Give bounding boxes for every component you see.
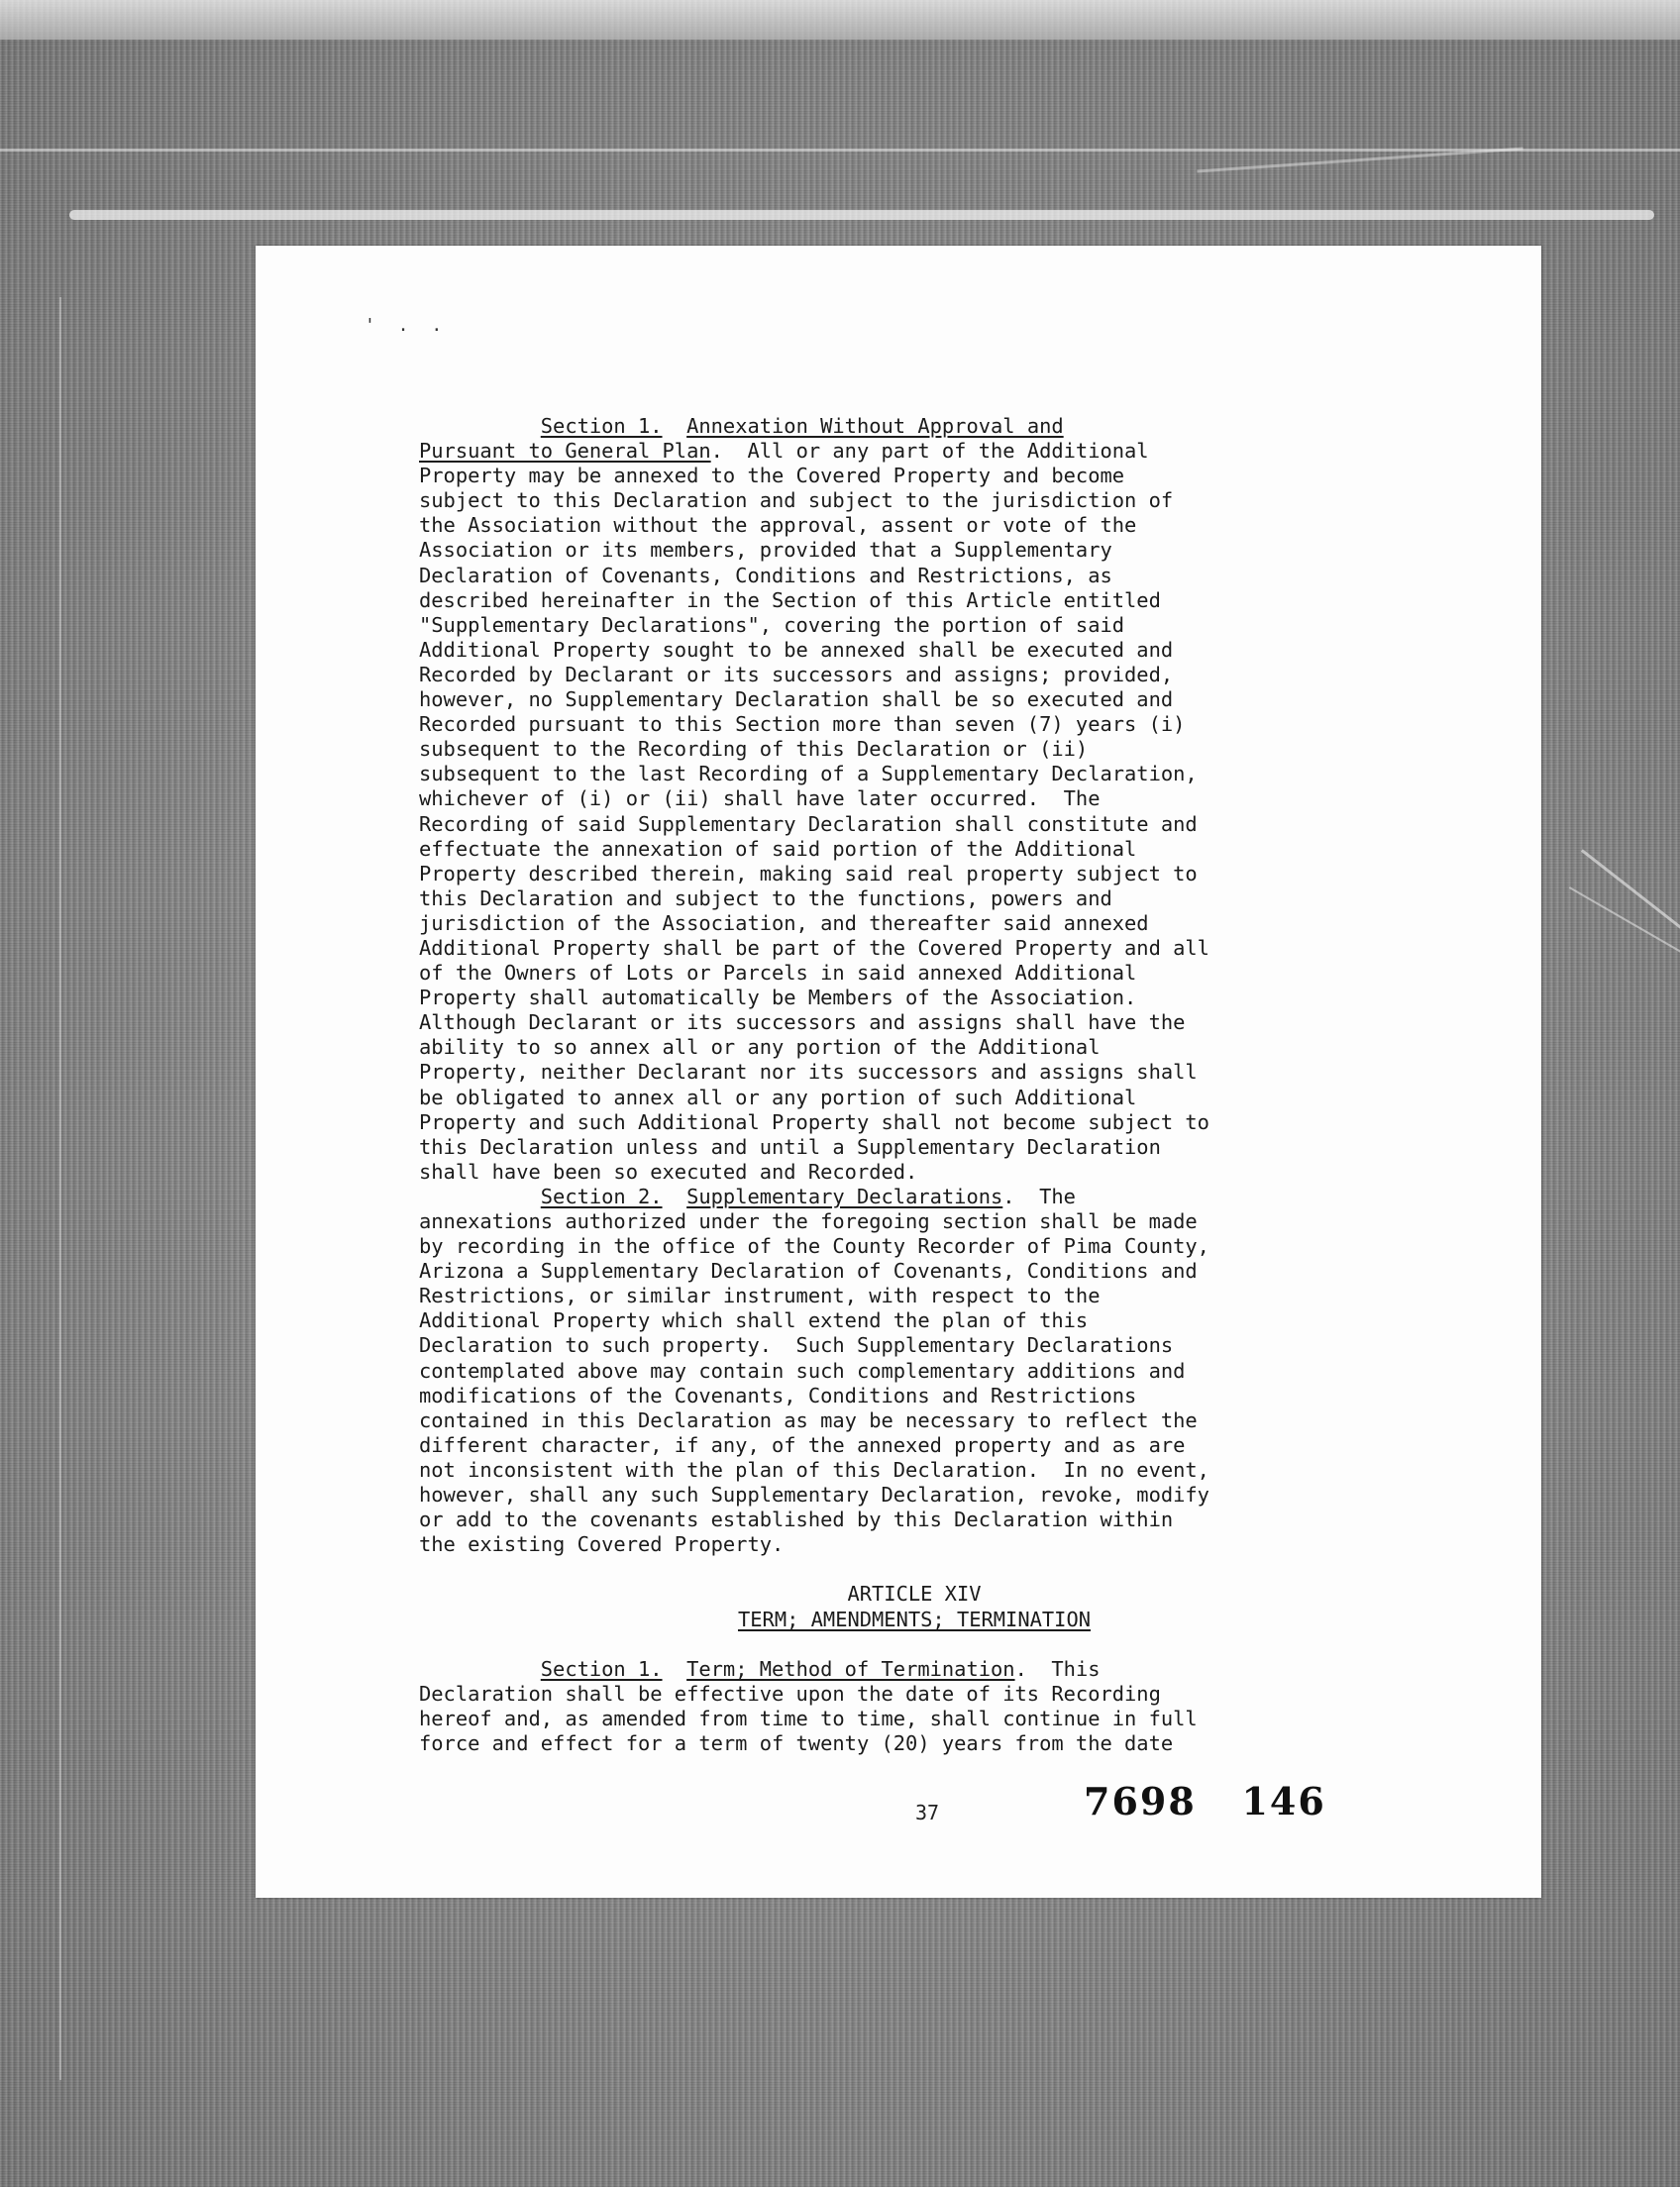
line-text: annexations authorized under the foregoing section shall be made [419,1209,1198,1233]
text-line [419,862,1459,886]
underlined-heading-text: Annexation Without Approval and [686,414,1064,438]
underlined-heading-text: Pursuant to General Plan [419,439,711,464]
text-line [419,986,1459,1010]
line-text: Property, neither Declarant nor its successors and assigns shall [419,1060,1198,1085]
line-text: whichever of (i) or (ii) shall have later occurred. The [419,786,1101,811]
text-line [419,961,1459,986]
text-line [419,1458,1459,1483]
line-text: jurisdiction of the Association, and thereafter said annexed [419,910,1149,935]
line-text: subsequent to the last Recording of a Supplementary Declaration, [419,762,1198,786]
line-text: Property shall automatically be Members of the Association. [419,986,1137,1010]
line-text: subject to this Declaration and subject to the jurisdiction of [419,488,1174,513]
scan-streak [69,210,1654,220]
line-text: "Supplementary Declarations", covering the portion of said [419,612,1125,637]
line-indent [419,414,541,438]
line-text: . The [1002,1184,1076,1208]
text-line [419,911,1459,936]
line-text: this Declaration unless and until a Supplementary Declaration [419,1134,1161,1159]
document-page [256,246,1541,1898]
line-indent [419,1657,541,1681]
document-body [419,414,1459,1756]
underlined-heading-text: Supplementary Declarations [686,1184,1003,1208]
text-line [419,1086,1459,1110]
line-text: shall have been so executed and Recorded. [419,1159,918,1184]
underlined-heading-text: TERM; AMENDMENTS; TERMINATION [737,1607,1091,1631]
page-number: 37 [915,1801,940,1824]
text-line [419,1284,1459,1308]
text-line [419,886,1459,911]
text-line [419,1508,1459,1532]
line-text: of the Owners of Lots or Parcels in said annexed Additional [419,961,1137,986]
line-text: Additional Property sought to be annexed shall be executed and [419,637,1174,662]
text-line [419,1384,1459,1408]
text-line [419,613,1459,638]
line-text: Property and such Additional Property shall not become subject to [419,1109,1209,1134]
text-line [419,1333,1459,1358]
text-line [419,687,1459,712]
text-line [419,588,1459,613]
line-text: Additional Property which shall extend the plan of this [419,1308,1089,1333]
line-text: Restrictions, or similar instrument, with respect to the [419,1284,1101,1308]
scan-streak [59,297,61,2080]
text-line [419,464,1459,488]
text-line [419,1582,1410,1607]
line-text: contained in this Declaration as may be necessary to reflect the [419,1407,1198,1432]
text-line [419,513,1459,538]
scan-streak [1569,886,1680,958]
line-text: Declaration to such property. Such Supplementary Declarations [419,1333,1174,1358]
line-text: be obligated to annex all or any portion of such Additional [419,1085,1137,1109]
line-text: Recorded pursuant to this Section more than seven (7) years (i) [419,712,1186,737]
line-text: Property may be annexed to the Covered Property and become [419,464,1125,488]
text-line [419,1657,1459,1682]
text-line [419,1010,1459,1035]
text-line [419,1185,1459,1209]
text-line [419,1035,1459,1060]
text-line [419,1483,1459,1508]
text-line [419,1110,1459,1135]
line-text: or add to the covenants established by this Declaration within [419,1508,1174,1532]
text-line [419,1060,1459,1085]
line-indent [419,1185,541,1208]
line-text: not inconsistent with the plan of this Declaration. In no event, [419,1457,1209,1482]
line-text: . This [1014,1656,1101,1681]
line-text: ability to so annex all or any portion of the Additional [419,1035,1101,1060]
page-specks: ' . . [365,315,449,336]
line-text: modifications of the Covenants, Conditions and Restrictions [419,1383,1137,1407]
line-text: ARTICLE XIV [847,1582,982,1607]
text-line [419,1209,1459,1234]
line-text [663,414,687,438]
underlined-heading-text: Term; Method of Termination [686,1656,1015,1681]
line-text: . All or any part of the Additional [710,439,1149,464]
text-line [419,663,1459,687]
text-line [419,414,1459,439]
text-line [419,712,1459,737]
line-text: described hereinafter in the Section of this Article entitled [419,587,1161,612]
text-line [419,837,1459,862]
scan-top-band [0,0,1680,40]
line-text: the existing Covered Property. [419,1532,785,1557]
line-text: Association or its members, provided that a Supplementary [419,538,1112,563]
text-line [419,638,1459,663]
line-text: Declaration of Covenants, Conditions and Restrictions, as [419,563,1112,587]
line-text: different character, if any, of the annexed property and as are [419,1432,1186,1457]
underlined-heading-text: Section 1. [540,414,663,438]
line-text: Arizona a Supplementary Declaration of Covenants, Conditions and [419,1259,1198,1284]
text-line [419,936,1459,961]
text-line [419,1707,1459,1731]
text-line [419,1408,1459,1433]
line-text: Recorded by Declarant or its successors and assigns; provided, [419,662,1174,686]
line-text: Although Declarant or its successors and assigns shall have the [419,1010,1186,1035]
text-line [419,762,1459,786]
text-line [419,1135,1459,1160]
text-line [419,1731,1459,1756]
line-text: however, shall any such Supplementary Declaration, revoke, modify [419,1483,1209,1508]
text-line [419,1359,1459,1384]
blank-line [419,1632,1459,1657]
line-text: contemplated above may contain such complementary additions and [419,1358,1186,1383]
text-line [419,737,1459,762]
text-line [419,1608,1410,1632]
text-line [419,1259,1459,1284]
underlined-heading-text: Section 2. [540,1184,663,1208]
line-text: by recording in the office of the County Recorder of Pima County, [419,1234,1209,1259]
text-line [419,786,1459,811]
text-line [419,1433,1459,1458]
text-line [419,488,1459,513]
line-text: subsequent to the Recording of this Declaration or (ii) [419,737,1089,762]
text-line [419,1308,1459,1333]
line-text: effectuate the annexation of said portion of the Additional [419,836,1137,861]
line-text [663,1185,687,1208]
line-text [663,1657,687,1681]
text-line [419,1682,1459,1707]
line-text: Recording of said Supplementary Declaration shall constitute and [419,811,1198,836]
text-line [419,538,1459,563]
line-text: Declaration shall be effective upon the date of its Recording [419,1681,1161,1706]
text-line [419,439,1459,464]
blank-line [419,1557,1459,1582]
line-text: Property described therein, making said real property subject to [419,861,1198,885]
recorder-stamp: 7698 146 [1084,1779,1326,1823]
text-line [419,564,1459,588]
line-text: hereof and, as amended from time to time, shall continue in full [419,1706,1198,1730]
underlined-heading-text: Section 1. [540,1656,663,1681]
line-text: force and effect for a term of twenty (20) years from the date [419,1730,1174,1755]
line-text: however, no Supplementary Declaration shall be so executed and [419,687,1174,712]
text-line [419,1234,1459,1259]
text-line [419,812,1459,837]
line-text: this Declaration and subject to the functions, powers and [419,885,1112,910]
line-text: the Association without the approval, assent or vote of the [419,513,1137,538]
text-line [419,1160,1459,1185]
line-text: Additional Property shall be part of the Covered Property and all [419,935,1209,960]
text-line [419,1532,1459,1557]
scan-streak [0,149,1680,152]
